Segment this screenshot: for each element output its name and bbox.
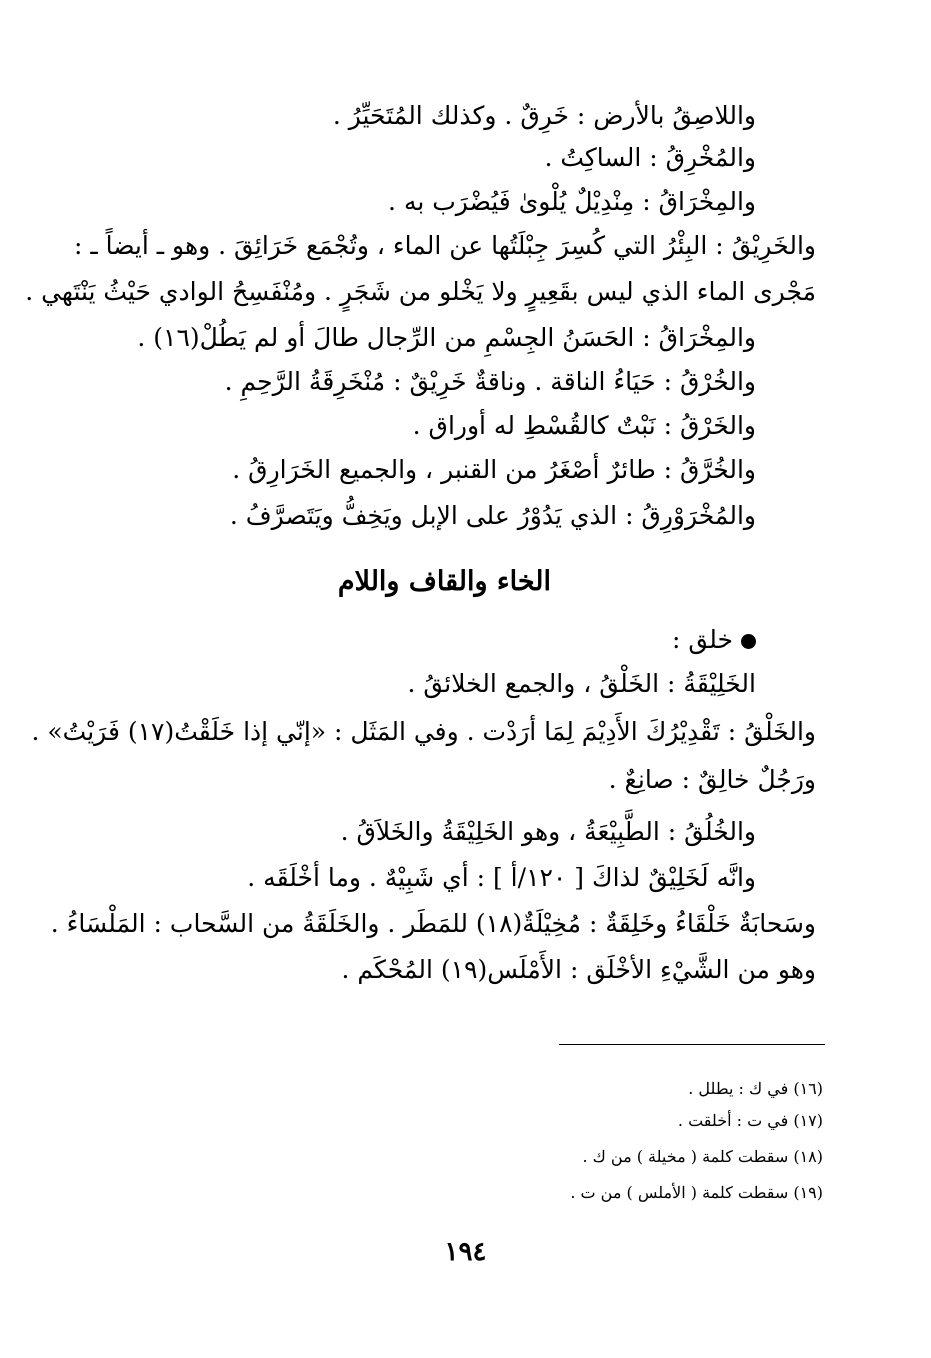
body-line: مَجْرى الماء الذي ليس بقَعِيرٍ ولا يَخْلو من شَجَرٍ . ومُنْفَسِحُ الوادي حَيْثُ يَنْتَهي . [25,277,816,306]
body-line: والخَرِيْقُ : البِئْرُ التي كُسِرَ جِبْلَتُها عن الماء ، وتُجْمَع خَرَائِقَ . وهو ـ أيضاً ـ : [73,231,816,260]
section-heading: الخاء والقاف واللام [337,566,551,597]
body-line: والخُلُقُ : الطَّبِيْعَةُ ، وهو الخَلِيْقَةُ والخَلاَقُ . [340,817,756,846]
bullet-icon [741,634,756,649]
body-line: والمِخْرَاقُ : مِنْدِيْلٌ يُلْوىٰ فَيُضْرَب به . [388,187,756,216]
body-line: الخَلِيْقَةُ : الخَلْقُ ، والجمع الخلائقُ . [407,669,756,698]
entry-label-text: خلق : [672,625,733,654]
body-line: والخُرَّقُ : طائرٌ أصْغَرُ من القنبر ، والجميع الخَرَارِقُ . [232,455,756,484]
body-line: والمُخْرِقُ : الساكِتُ . [544,143,756,172]
body-line: والخَلْقُ : تَقْدِيْرُكَ الأَدِيْمَ لِمَا أرَدْت . وفي المَثَل : «إنّي إذا خَلَقْتُ(١٧) فَرَيْتُ» . [31,717,816,746]
body-line: ورَجُلٌ خالِقٌ : صانِعٌ . [608,765,816,794]
body-line: والمِخْرَاقُ : الحَسَنُ الجِسْمِ من الرِّجال طالَ أو لم يَطُلْ(١٦) . [137,323,756,352]
body-line: وهو من الشَّيْءِ الأخْلَق : الأَمْلَس(١٩) المُحْكَم . [341,955,816,984]
body-line: والخُرْقُ : حَيَاءُ الناقة . وناقةٌ خَرِيْقٌ : مُنْخَرِقَةُ الرَّحِمِ . [224,367,756,396]
entry-label [456,620,756,660]
body-line: وانَّه لَخَلِيْقٌ لذاكَ [ ١٢٠/أ ] : أي شَبِيْهٌ . وما أخْلَقَه . [247,863,756,892]
body-line: والخَرْقُ : نَبْتٌ كالقُسْطِ له أوراق . [412,411,756,440]
body-line: واللاصِقُ بالأرض : خَرِقٌ . وكذلك المُتَحَيِّرُ . [332,101,756,130]
footnote: (١٨) سقطت كلمة ( مخيلة ) من ك . [582,1147,823,1166]
footnote: (١٧) في ت : أخلقت . [677,1111,823,1130]
footnote: (١٩) سقطت كلمة ( الأملس ) من ت . [570,1183,823,1202]
body-line: والمُخْرَوْرِقُ : الذي يَدُوْرُ على الإبل ويَخِفُّ ويَتَصرَّفُ . [229,501,756,530]
page-number: ١٩٤ [444,1237,487,1267]
footnote-divider [559,1044,825,1045]
body-line: وسَحابَةٌ خَلْقَاءُ وخَلِقَةٌ : مُخِيْلَةٌ(١٨) للمَطَر . والخَلَقَةُ من السَّحاب : المَلْسَاءُ . [50,909,816,938]
footnote: (١٦) في ك : يطلل . [688,1079,823,1098]
